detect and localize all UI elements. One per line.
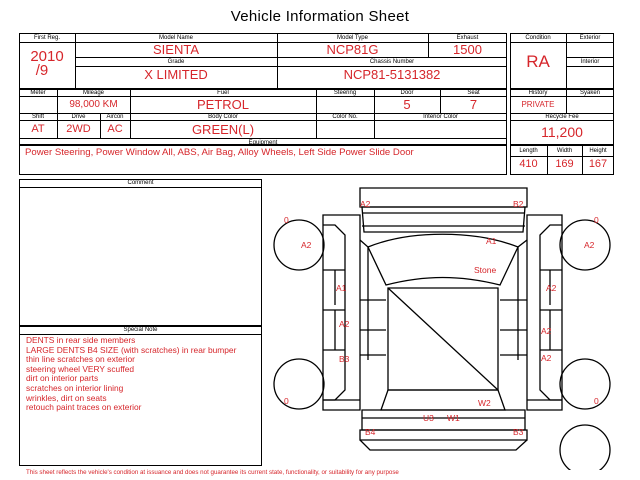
wheel-rear-right	[560, 359, 610, 409]
mark-rear-right: B3	[513, 427, 524, 437]
mark-zero-bottom-left: 0	[284, 396, 289, 406]
mileage-label: Mileage	[82, 90, 104, 96]
aircon-label: Aircon	[106, 114, 124, 120]
special-note-line: thin line scratches on exterior	[26, 354, 135, 365]
mark-tailgate-u3: U3	[423, 413, 434, 423]
special-note-line: retouch paint traces on exterior	[26, 402, 142, 413]
mark-hood: A1	[486, 236, 497, 246]
mark-front-right: B2	[513, 199, 524, 209]
tailgate	[362, 410, 525, 430]
fuel-value: PETROL	[196, 97, 249, 112]
spare-tire-circle	[560, 425, 610, 470]
drive-label: Drive	[71, 114, 86, 120]
length-label: Length	[519, 148, 538, 154]
exhaust-label: Exhaust	[456, 35, 479, 41]
width-label: Width	[556, 148, 573, 154]
shift-value: AT	[31, 123, 45, 135]
right-side-panel	[527, 215, 562, 410]
first-reg-year: 2010	[30, 48, 64, 65]
mark-back-glass: W2	[478, 398, 491, 408]
model-name: SIENTA	[153, 42, 199, 57]
chassis-label: Chassis Number	[369, 59, 415, 65]
history-label: History	[528, 90, 548, 96]
car-damage-diagram	[265, 180, 640, 470]
length-value: 410	[519, 158, 538, 170]
condition-label: Condition	[525, 35, 551, 41]
body-color-value: GREEN(L)	[191, 122, 255, 137]
seat-label: Seat	[467, 90, 480, 96]
width-value: 169	[555, 158, 574, 170]
first-reg-month: /9	[35, 62, 49, 79]
steering-label: Steering	[333, 90, 357, 96]
special-note-line: LARGE DENTS B4 SIZE (with scratches) in rear bumper	[26, 344, 237, 355]
special-note-line: dirt on interior parts	[26, 373, 99, 384]
mark-zero-top-right: 0	[594, 215, 599, 225]
interior-color-label: Interior Color	[423, 114, 458, 120]
aircon-value: AC	[107, 123, 123, 135]
special-note-line: scratches on interior lining	[26, 382, 124, 393]
height-value: 167	[588, 158, 608, 170]
mark-rear-left: B4	[365, 427, 376, 437]
first-reg-label: First Reg.	[33, 35, 60, 41]
front-bumper	[360, 188, 527, 207]
hood	[362, 207, 525, 232]
special-note-label: Special Note	[123, 327, 158, 333]
model-type: NCP81G	[326, 42, 379, 57]
mark-wheel-front-left: A2	[301, 240, 312, 250]
door-value: 5	[403, 97, 411, 112]
model-name-label: Model Name	[158, 35, 193, 41]
exhaust-value: 1500	[453, 42, 482, 57]
special-note-line: wrinkles, dirt on seats	[26, 392, 107, 403]
chassis-number: NCP81-5131382	[343, 67, 441, 82]
mark-right-front-door: A2	[546, 283, 557, 293]
special-note-list	[26, 336, 262, 413]
body-color-label: Body Color	[208, 114, 238, 120]
wheel-front-left	[274, 220, 324, 270]
equipment-label: Equipment	[248, 140, 278, 146]
mark-right-rear-door: A2	[541, 326, 552, 336]
special-note-line: steering wheel VERY scuffed	[26, 363, 135, 374]
grade-value: X LIMITED	[144, 67, 208, 82]
mark-tailgate-w1: W1	[447, 413, 460, 423]
mark-zero-bottom-right: 0	[594, 396, 599, 406]
shift-label: Shift	[31, 114, 44, 120]
mark-left-rear-door: A2	[339, 319, 350, 329]
mark-left-quarter: B3	[339, 354, 350, 364]
syaken-label: Syaken	[579, 90, 600, 96]
interior-label: Interior	[580, 59, 600, 65]
exterior-label: Exterior	[579, 35, 601, 41]
fuel-label: Fuel	[217, 90, 229, 96]
height-label: Height	[589, 148, 607, 154]
door-label: Door	[400, 90, 414, 96]
special-note-line: DENTS in rear side members	[26, 335, 136, 345]
recycle-fee-label: Recycle Fee	[545, 114, 579, 120]
model-type-label: Model Type	[337, 35, 368, 41]
mark-wheel-front-right: A2	[584, 240, 595, 250]
comment-label: Comment	[127, 180, 154, 186]
seat-value: 7	[469, 97, 478, 112]
equipment-text: Power Steering, Power Window All, ABS, Air Bag, Alloy Wheels, Left Side Power Slide Door	[25, 147, 414, 158]
drive-value: 2WD	[66, 123, 91, 135]
rear-bumper	[360, 430, 527, 440]
grade-label: Grade	[167, 59, 185, 65]
meter-label: Meter	[30, 90, 46, 96]
footer-disclaimer: This sheet reflects the vehicle's condition at issuance and does not guarantee its current state, functionality, or suitability for any purpose	[26, 469, 399, 476]
comment-box	[19, 179, 262, 326]
mileage-value: 98,000 KM	[69, 99, 118, 110]
recycle-fee-value: 11,200	[541, 124, 583, 140]
color-no-label: Color No.	[332, 114, 358, 120]
wheel-rear-left	[274, 359, 324, 409]
mark-zero-top-left: 0	[284, 215, 289, 225]
mark-right-quarter: A2	[541, 353, 552, 363]
mark-front-left: A2	[360, 199, 371, 209]
mark-stone: Stone	[474, 265, 497, 275]
history-value: PRIVATE	[521, 100, 555, 109]
left-side-panel	[323, 215, 360, 410]
mark-left-front-door: A1	[336, 283, 347, 293]
condition-grade: RA	[526, 52, 550, 71]
sheet-title: Vehicle Information Sheet	[230, 8, 410, 25]
